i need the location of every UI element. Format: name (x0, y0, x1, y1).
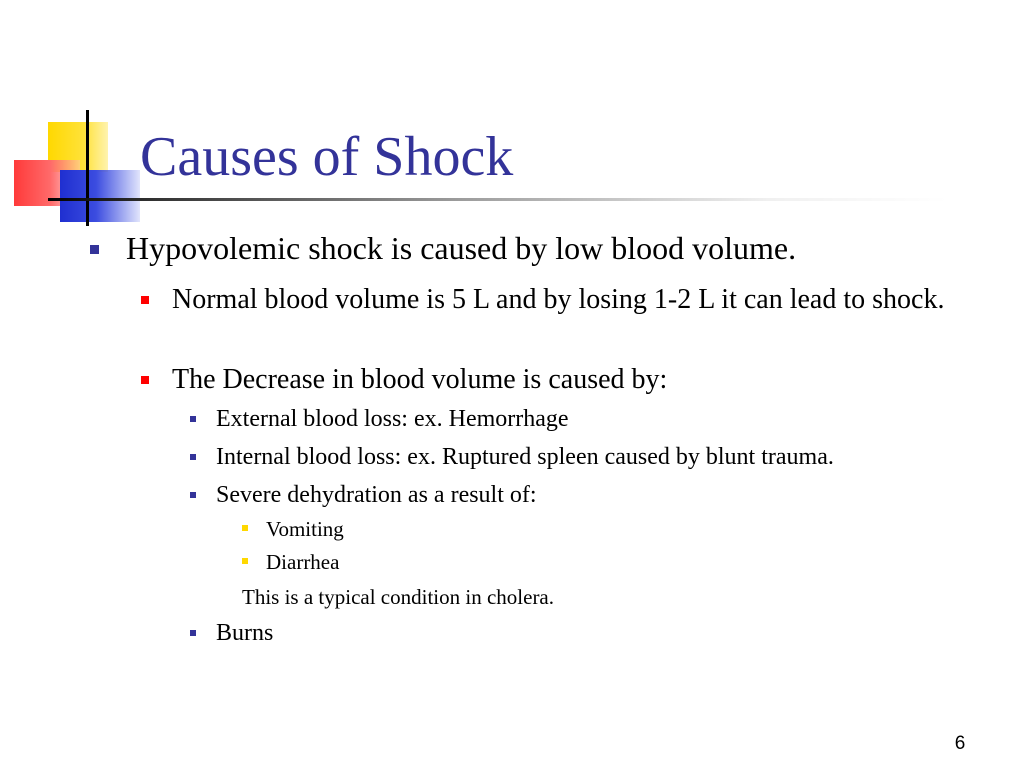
bullet-text: The Decrease in blood volume is caused by: (172, 364, 668, 395)
square-bullet-icon (190, 454, 196, 460)
bullet-text: Diarrhea (266, 550, 340, 574)
bullet-text: External blood loss: ex. Hemorrhage (216, 406, 569, 432)
bullet-text: Hypovolemic shock is caused by low blood volume. (126, 230, 797, 266)
bullet-text: Severe dehydration as a result of: (216, 482, 537, 508)
square-bullet-icon (90, 245, 99, 254)
square-bullet-icon (242, 558, 248, 564)
square-bullet-icon (242, 525, 248, 531)
note-text: This is a typical condition in cholera. (242, 585, 555, 609)
slide-title: Causes of Shock (140, 126, 514, 188)
bullet-item-dehydration (216, 480, 976, 510)
bullet-item-internal-loss (216, 442, 976, 472)
square-bullet-icon (141, 376, 149, 384)
bullet-text: Internal blood loss: ex. Ruptured spleen caused by blunt trauma. (216, 444, 834, 470)
bullet-text: Vomiting (266, 517, 344, 541)
square-bullet-icon (141, 296, 149, 304)
bullet-item-diarrhea (266, 548, 966, 576)
square-bullet-icon (190, 492, 196, 498)
bullet-item-normal-volume (172, 282, 972, 317)
bullet-item-external-loss (216, 404, 976, 434)
bullet-item-burns (216, 618, 976, 648)
bullet-item-vomiting (266, 515, 966, 543)
square-bullet-icon (190, 630, 196, 636)
bullet-item-hypovolemic (126, 226, 996, 270)
square-bullet-icon (190, 416, 196, 422)
cholera-note (242, 583, 962, 611)
page-number: 6 (954, 733, 966, 754)
bullet-text: Burns (216, 620, 274, 646)
bullet-item-decrease (172, 362, 972, 397)
bullet-text: Normal blood volume is 5 L and by losing 1-2 L it can lead to shock. (172, 284, 945, 315)
